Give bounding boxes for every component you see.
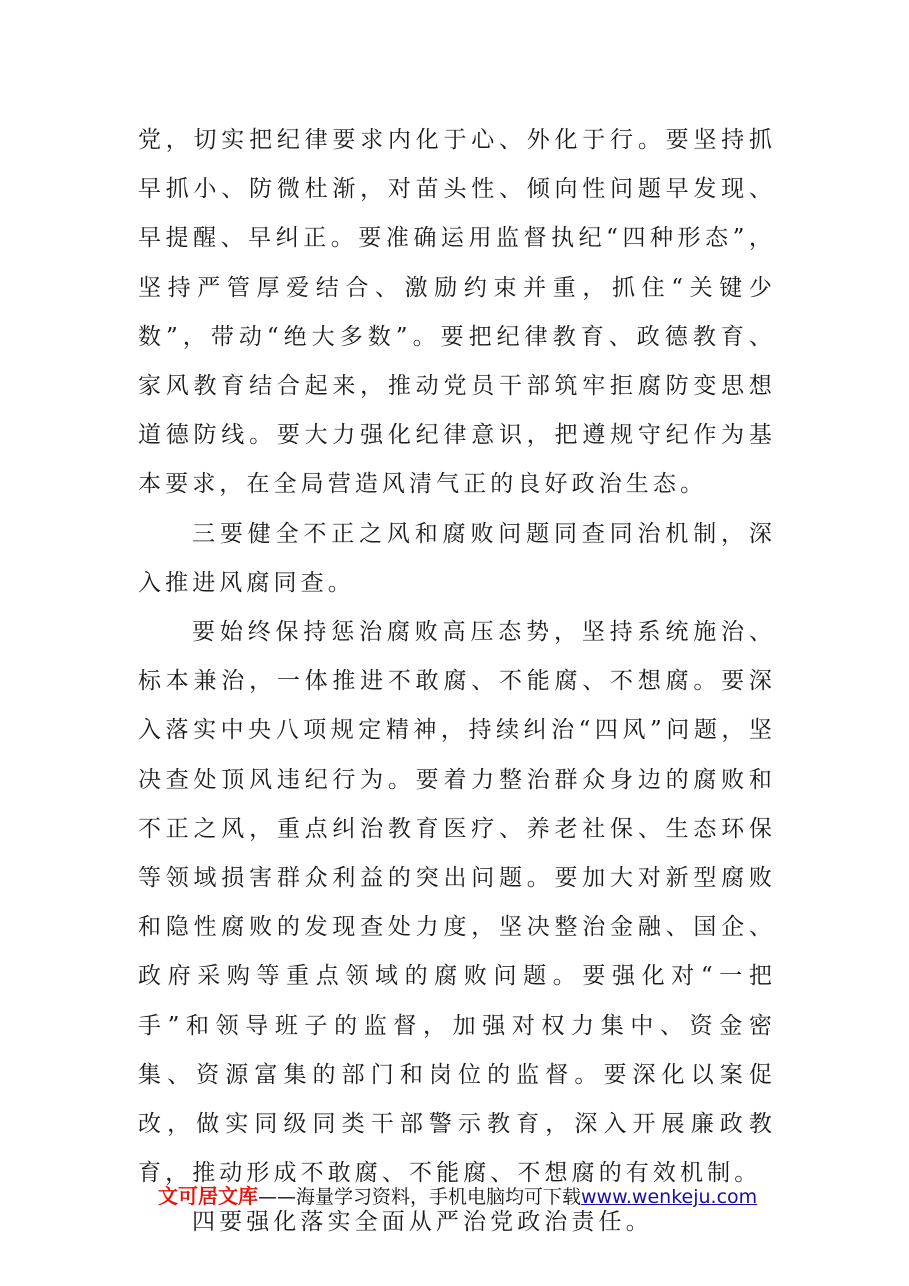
- footer-tagline: ——海量学习资料，手机电脑均可下载: [258, 1186, 582, 1208]
- page-footer: [158, 1183, 798, 1210]
- footer-website-link[interactable]: www.wenkeju.com: [581, 1186, 758, 1208]
- paragraph-continuation: 党，切实把纪律要求内化于心、外化于行。要坚持抓早抓小、防微杜渐，对苗头性、倾向性问题早发现、早提醒、早纠正。要准确运用监督执纪“四种形态”，坚持严管厚爱结合、激励约束并重，抓住“关键少数”，带动“绝大多数”。要把纪律教育、政德教育、家风教育结合起来，推动党员干部筑牢拒腐防变思想道德防线。要大力强化纪律意识，把遵规守纪作为基本要求，在全局营造风清气正的良好政治生态。: [138, 127, 776, 498]
- section-heading-three: 三要健全不正之风和腐败问题同查同治机制，深入推进风腐同查。: [138, 520, 776, 596]
- paragraph-body: 要始终保持惩治腐败高压态势，坚持系统施治、标本兼治，一体推进不敢腐、不能腐、不想腐。要深入落实中央八项规定精神，持续纠治“四风”问题，坚决查处顶风违纪行为。要着力整治群众身边的腐败和不正之风，重点纠治教育医疗、养老社保、生态环保等领域损害群众利益的突出问题。要加大对新型腐败和隐性腐败的发现查处力度，坚决整治金融、国企、政府采购等重点领域的腐败问题。要强化对“一把手”和领导班子的监督，加强对权力集中、资金密集、资源富集的部门和岗位的监督。要深化以案促改，做实同级同类干部警示教育，深入开展廉政教育，推动形成不敢腐、不能腐、不想腐的有效机制。: [138, 619, 776, 1187]
- section-heading-four: 四要强化落实全面从严治党政治责任。: [192, 1209, 653, 1236]
- footer-brand: 文可居文库: [158, 1184, 258, 1208]
- document-body: [138, 116, 776, 1248]
